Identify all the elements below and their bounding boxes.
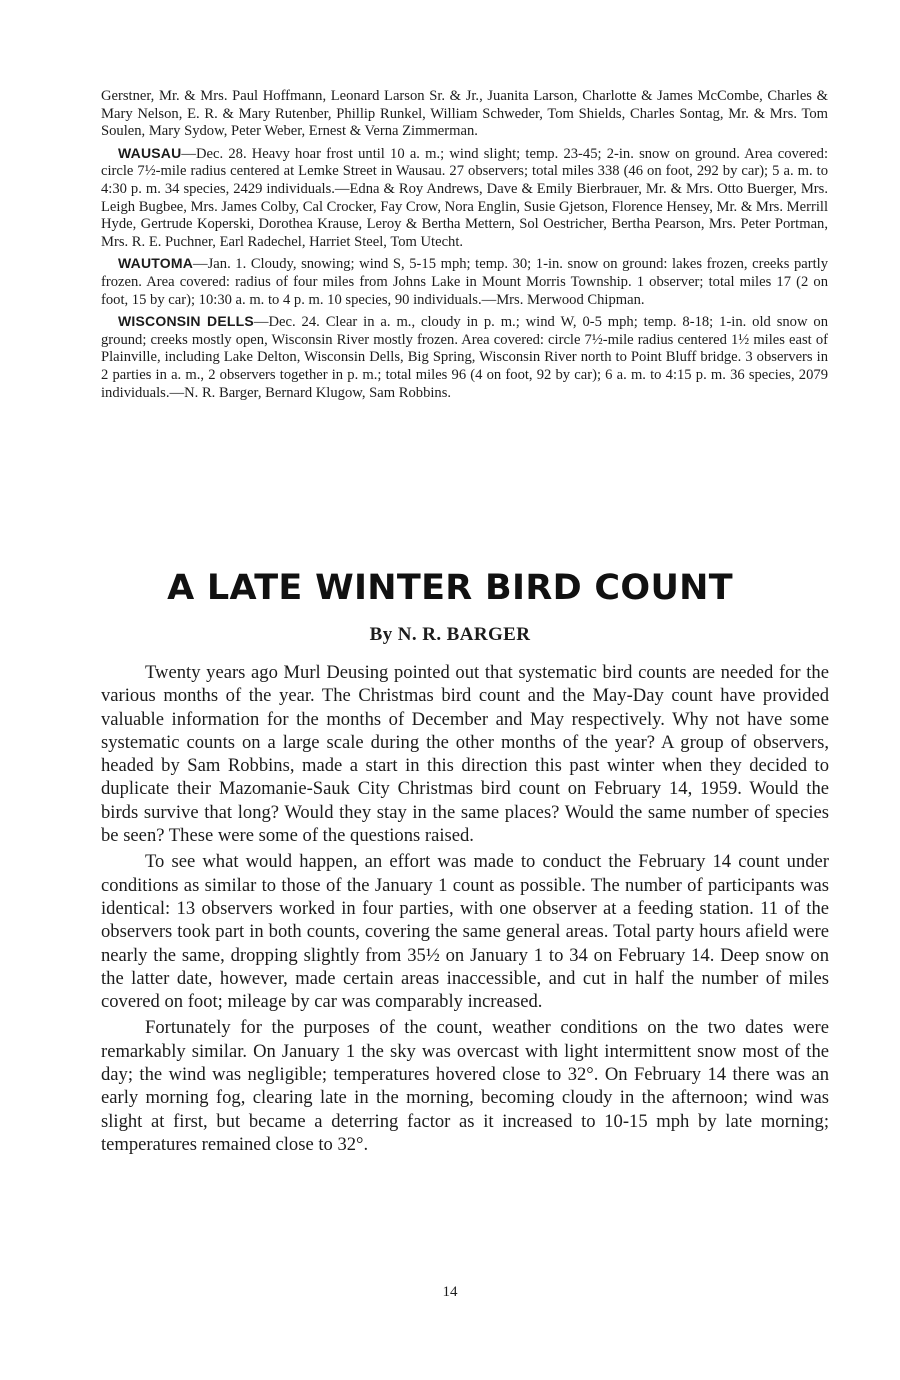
article-byline: By N. R. BARGER (369, 624, 531, 645)
page-number: 14 (442, 1284, 458, 1300)
article-paragraph: Fortunately for the purposes of the count, weather conditions on the two dates were remarkably similar. On January 1 the sky was overcast with light intermittent snow most of the day; the wind was negligible; temperatures hovered close to 32°. On February 14 there was an early morning fog, clearing late in the morning, becoming cloudy in the afternoon; wind was slight at first, but became a deterring factor as it increased to 10-15 mph by late morning; temperatures remained close to 32°. (101, 1017, 829, 1155)
article-paragraph: To see what would happen, an effort was made to conduct the February 14 count under conditions as similar to those of the January 1 count as possible. The number of participants was identical: 13 observers worked in four parties, with one observer at a feeding station. 11 of the observers took part in both counts, covering the same general areas. Total party hours afield were nearly the same, dropping slightly from 35½ on January 1 to 34 on February 14. Deep snow on the latter date, however, made certain areas inaccessible, and cut in half the number of miles covered on foot; mileage by car was comparably increased. (101, 851, 829, 1013)
christmas-count-listings (101, 88, 828, 406)
count-entry-wautoma (101, 255, 828, 309)
count-location: WAUTOMA (118, 255, 194, 272)
count-location: WISCONSIN DELLS (118, 313, 254, 330)
count-location: WAUSAU (118, 144, 182, 161)
count-details: —Dec. 28. Heavy hoar frost until 10 a. m.; wind slight; temp. 23-45; 2-in. snow on ground. Area covered: circle 7½-mile radius centered at Lemke Street in Wausau. 27 observers; total miles 338 (46 on foot, 292 by car); 5 a. m. to 4:30 p. m. 34 species, 2429 individuals.—Edna & Roy Andrews, Dave & Emily Bierbrauer, Mr. & Mrs. Otto Buerger, Mrs. Leigh Bugbee, Mrs. James Colby, Cal Crocker, Fay Crow, Nora Englin, Susie Gjetson, Florence Hensey, Mr. & Mrs. Merrill Hyde, Gertrude Koperski, Dorothea Krause, Leroy & Bertha Mettern, Sol Oestricher, Bertha Pearson, Mrs. Peter Portman, Mrs. R. E. Puchner, Earl Radechel, Harriet Steel, Tom Utecht. (101, 145, 828, 250)
count-details: —Dec. 24. Clear in a. m., cloudy in p. m.; wind W, 0-5 mph; temp. 8-18; 1-in. old snow on ground; creeks mostly open, Wisconsin River mostly frozen. Area covered: circle 7½-mile radius centered 1½ miles east of Plainville, including Lake Delton, Wisconsin Dells, Big Spring, Wisconsin River north to Point Bluff bridge. 3 observers in 2 parties in a. m., 2 observers together in p. m.; total miles 96 (4 on foot, 92 by car); 6 a. m. to 4:15 p. m. 36 species, 2079 individuals.—N. R. Barger, Bernard Klugow, Sam Robbins. (101, 314, 829, 401)
article-title: A LATE WINTER BIRD COUNT (167, 568, 733, 608)
count-entry-wausau (101, 145, 828, 252)
count-details: —Jan. 1. Cloudy, snowing; wind S, 5-15 mph; temp. 30; 1-in. snow on ground: lakes frozen, creeks partly frozen. Area covered: radius of four miles from Johns Lake in Mount Morris Township. 1 observer; total miles 17 (2 on foot, 15 by car); 10:30 a. m. to 4 p. m. 10 species, 90 individuals.—Mrs. Merwood Chipman. (101, 256, 828, 308)
observer-list-continuation: Gerstner, Mr. & Mrs. Paul Hoffmann, Leonard Larson Sr. & Jr., Juanita Larson, Charlotte & James McCombe, Charles & Mary Nelson, E. R. & Mary Rutenber, Phillip Runkel, William Schweder, Tom Shields, Charles Sontag, Mr. & Mrs. Tom Soulen, Mary Sydow, Peter Weber, Ernest & Verna Zimmerman. (101, 88, 828, 140)
article-body (101, 661, 829, 1159)
count-entry-wisconsin-dells (101, 313, 828, 402)
article-paragraph: Twenty years ago Murl Deusing pointed out that systematic bird counts are needed for the various months of the year. The Christmas bird count and the May-Day count have provided valuable information for the months of December and May respectively. Why not have some systematic counts on a large scale during the other months of the year? A group of observers, headed by Sam Robbins, made a start in this direction this past winter when they decided to duplicate their Mazomanie-Sauk City Christmas bird count on February 14, 1959. Would the birds survive that long? Would they stay in the same places? Would the same number of species be seen? These were some of the questions raised. (101, 662, 829, 847)
